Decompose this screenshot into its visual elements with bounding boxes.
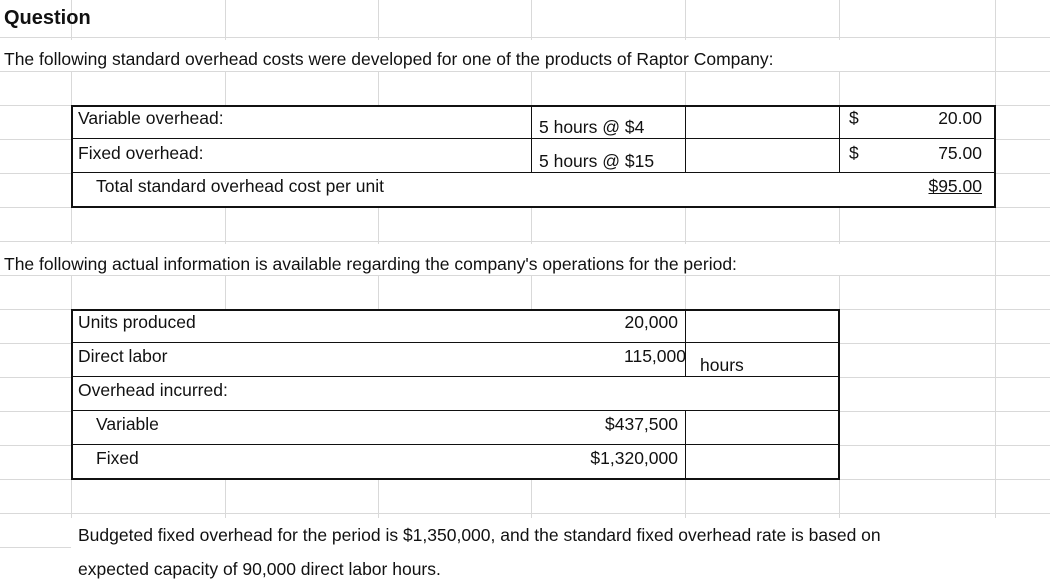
intro-text: The following standard overhead costs were developed for one of the products of Raptor Company: <box>4 49 774 69</box>
variable-incurred-label: Variable <box>96 414 159 434</box>
fixed-incurred-value: $1,320,000 <box>590 448 678 468</box>
fixed-overhead-rate: 5 hours @ $15 <box>539 151 655 171</box>
fixed-overhead-amount: 75.00 <box>938 143 982 163</box>
fixed-incurred-label: Fixed <box>96 448 139 468</box>
variable-incurred-value: $437,500 <box>605 414 678 434</box>
units-produced-value: 20,000 <box>624 312 678 332</box>
budget-note-line2: expected capacity of 90,000 direct labor hours. <box>78 559 441 579</box>
units-produced-label: Units produced <box>78 312 196 332</box>
fixed-overhead-currency: $ <box>849 143 859 163</box>
actual-intro-text: The following actual information is available regarding the company's operations for the period: <box>4 254 737 274</box>
fixed-overhead-label: Fixed overhead: <box>78 143 204 163</box>
variable-overhead-label: Variable overhead: <box>78 108 224 128</box>
total-amount: $95.00 <box>928 176 982 196</box>
direct-labor-value: 115,000 <box>624 346 686 366</box>
budget-note-line1: Budgeted fixed overhead for the period is $1,350,000, and the standard fixed overhead rate is based on <box>78 525 881 545</box>
question-heading: Question <box>4 7 91 29</box>
total-label: Total standard overhead cost per unit <box>96 176 384 196</box>
variable-overhead-amount: 20.00 <box>938 108 982 128</box>
overhead-incurred-label: Overhead incurred: <box>78 380 228 400</box>
variable-overhead-currency: $ <box>849 108 859 128</box>
direct-labor-unit: hours <box>700 355 744 375</box>
direct-labor-label: Direct labor <box>78 346 168 366</box>
variable-overhead-rate: 5 hours @ $4 <box>539 117 645 137</box>
